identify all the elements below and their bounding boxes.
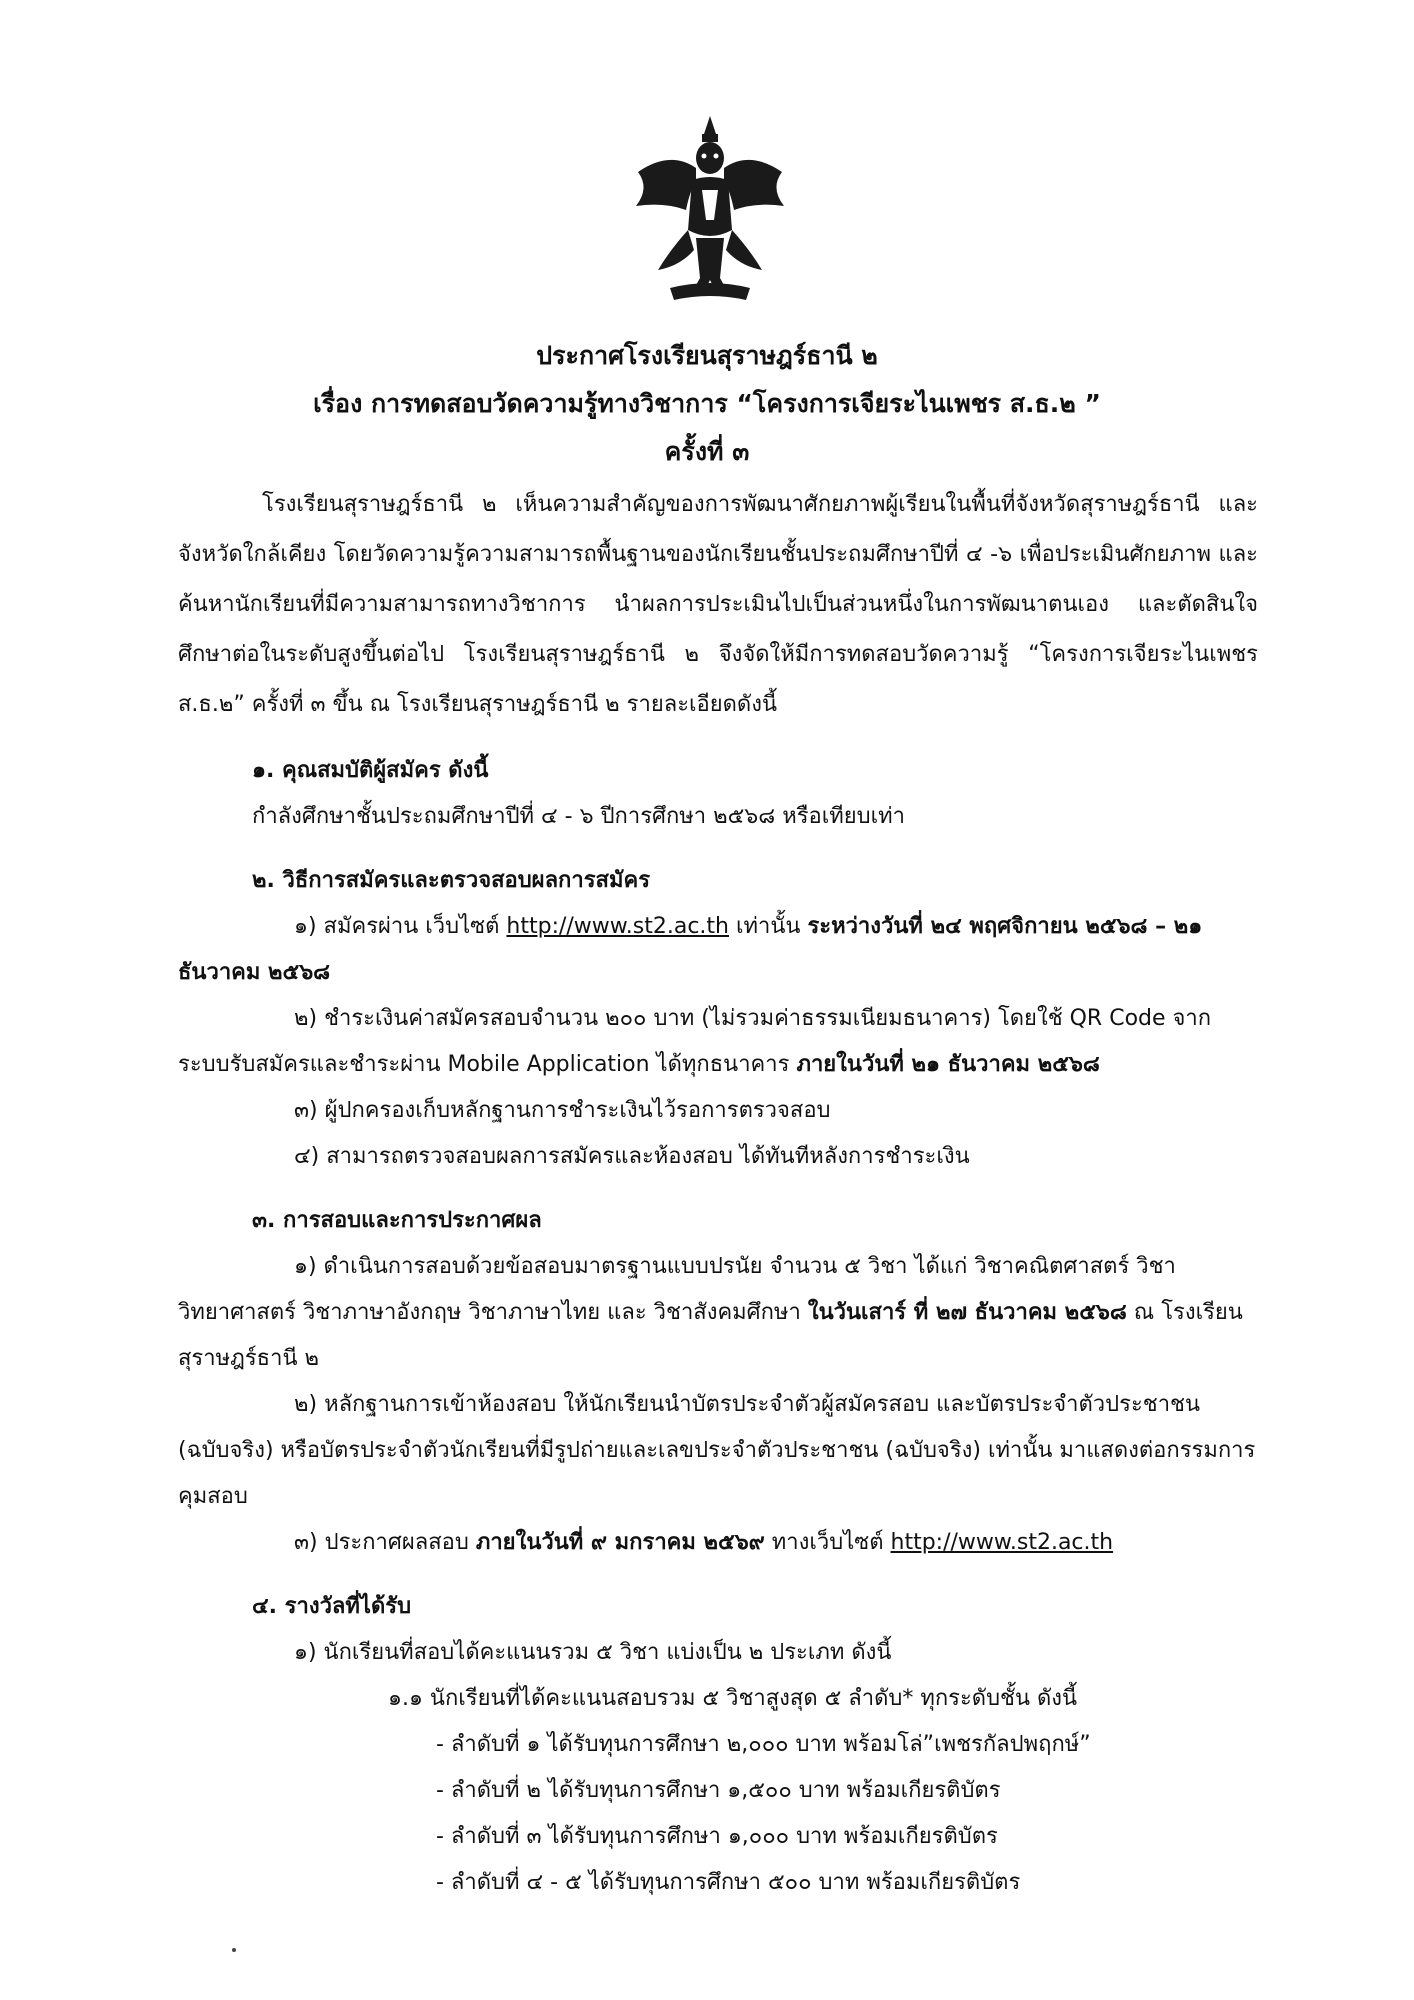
garuda-emblem — [630, 110, 790, 310]
award-rank-4-5: - ลำดับที่ ๔ - ๕ ได้รับทุนการศึกษา ๕๐๐ บาท พร้อมเกียรติบัตร — [436, 1870, 1021, 1895]
s2-i1-text-b: เท่านั้น — [728, 914, 808, 939]
application-period: ระหว่างวันที่ ๒๔ พฤศจิกายน ๒๕๖๘ – ๒๑ ธันวาคม ๒๕๖๘ — [178, 914, 1203, 985]
website-link[interactable]: http://www.st2.ac.th — [506, 914, 729, 939]
scan-speck — [232, 1948, 236, 1952]
s3-i1-text-c: ณ โรงเรียนสุราษฎร์ธานี ๒ — [178, 1300, 1243, 1371]
section-1-text: กำลังศึกษาชั้นประถมศึกษาปีที่ ๔ - ๖ ปีการศึกษา ๒๕๖๘ หรือเทียบเท่า — [252, 804, 906, 829]
payment-deadline: ภายในวันที่ ๒๑ ธันวาคม ๒๕๖๘ — [796, 1052, 1100, 1077]
s3-i3-text-b: ทางเว็บไซต์ — [764, 1530, 891, 1555]
section-2-item-4: ๔) สามารถตรวจสอบผลการสมัครและห้องสอบ ได้ทันทีหลังการชำระเงิน — [294, 1144, 970, 1169]
section-2-title: ๒. วิธีการสมัครและตรวจสอบผลการสมัคร — [252, 868, 651, 893]
announcement-subject: เรื่อง การทดสอบวัดความรู้ทางวิชาการ “โครงการเจียระไนเพชร ส.ธ.๒ ” — [313, 389, 1101, 418]
exam-date: ในวันเสาร์ ที่ ๒๗ ธันวาคม ๒๕๖๘ — [807, 1300, 1127, 1325]
award-rank-3: - ลำดับที่ ๓ ได้รับทุนการศึกษา ๑,๐๐๐ บาท พร้อมเกียรติบัตร — [436, 1824, 998, 1849]
section-2-item-2 — [178, 996, 1258, 1088]
section-4-item-1: ๑) นักเรียนที่สอบได้คะแนนรวม ๕ วิชา แบ่งเป็น ๒ ประเภท ดังนี้ — [294, 1640, 892, 1665]
section-4-title: ๔. รางวัลที่ได้รับ — [252, 1594, 412, 1619]
results-website-link[interactable]: http://www.st2.ac.th — [890, 1530, 1114, 1555]
award-rank-2: - ลำดับที่ ๒ ได้รับทุนการศึกษา ๑,๕๐๐ บาท พร้อมเกียรติบัตร — [436, 1778, 1001, 1803]
section-qualifications — [178, 748, 1258, 840]
section-3-item-1 — [178, 1244, 1258, 1382]
section-2-item-1 — [178, 904, 1258, 996]
award-rank-1: - ลำดับที่ ๑ ได้รับทุนการศึกษา ๒,๐๐๐ บาท พร้อมโล่”เพชรกัลปพฤกษ์” — [436, 1732, 1091, 1757]
s2-i2-text: ๒) ชำระเงินค่าสมัครสอบจำนวน ๒๐๐ บาท (ไม่รวมค่าธรรมเนียมธนาคาร) โดยใช้ QR Code จากระบบรับสมัครและชำระผ่าน Mobile Application ได้ทุกธนาคาร — [178, 1006, 1212, 1077]
section-awards — [178, 1584, 1258, 1906]
result-date: ภายในวันที่ ๙ มกราคม ๒๕๖๙ — [475, 1530, 765, 1555]
announcement-title: ประกาศโรงเรียนสุราษฎร์ธานี ๒ — [536, 341, 878, 370]
intro-paragraph: โรงเรียนสุราษฎร์ธานี ๒ เห็นความสำคัญของการพัฒนาศักยภาพผู้เรียนในพื้นที่จังหวัดสุราษฎร์ธานี และจังหวัดใกล้เคียง โดยวัดความรู้ความสามารถพื้นฐานของนักเรียนชั้นประถมศึกษาปีที่ ๔ -๖ เพื่อประเมินศักยภาพ และค้นหานักเรียนที่มีความสามารถทางวิชาการ นำผลการประเมินไปเป็นส่วนหนึ่งในการพัฒนาตนเอง และตัดสินใจศึกษาต่อในระดับสูงขึ้นต่อไป โรงเรียนสุราษฎร์ธานี ๒ จึงจัดให้มีการทดสอบวัดความรู้ “โครงการเจียระไนเพชร ส.ธ.๒” ครั้งที่ ๓ ขึ้น ณ โรงเรียนสุราษฎร์ธานี ๒ รายละเอียดดังนี้ — [178, 492, 1258, 717]
section-3-title: ๓. การสอบและการประกาศผล — [252, 1208, 542, 1233]
announcement-header — [0, 332, 1414, 476]
section-exam — [178, 1198, 1258, 1566]
section-2-item-3: ๓) ผู้ปกครองเก็บหลักฐานการชำระเงินไว้รอการตรวจสอบ — [294, 1098, 831, 1123]
announcement-body — [178, 480, 1258, 1906]
section-application — [178, 858, 1258, 1180]
s3-i3-text: ๓) ประกาศผลสอบ — [294, 1530, 476, 1555]
section-3-item-3 — [178, 1520, 1258, 1566]
announcement-round: ครั้งที่ ๓ — [664, 437, 750, 466]
s3-i1-text: ๑) ดำเนินการสอบด้วยข้อสอบมาตรฐานแบบปรนัย จำนวน ๕ วิชา ได้แก่ วิชาคณิตศาสตร์ วิชาวิทยาศาสตร์ วิชาภาษาอังกฤษ วิชาภาษาไทย และ วิชาสังคมศึกษา — [178, 1254, 1176, 1325]
section-3-item-2: ๒) หลักฐานการเข้าห้องสอบ ให้นักเรียนนำบัตรประจำตัวผู้สมัครสอบ และบัตรประจำตัวประชาชน (ฉบับจริง) หรือบัตรประจำตัวนักเรียนที่มีรูปถ่ายและเลขประจำตัวประชาชน (ฉบับจริง) เท่านั้น มาแสดงต่อกรรมการคุมสอบ — [178, 1392, 1256, 1509]
section-4-item-1-1: ๑.๑ นักเรียนที่ได้คะแนนสอบรวม ๕ วิชาสูงสุด ๕ ลำดับ* ทุกระดับชั้น ดังนี้ — [388, 1686, 1078, 1711]
s2-i1-text: ๑) สมัครผ่าน เว็บไซต์ — [294, 914, 507, 939]
section-1-title: ๑. คุณสมบัติผู้สมัคร ดังนี้ — [252, 758, 489, 783]
